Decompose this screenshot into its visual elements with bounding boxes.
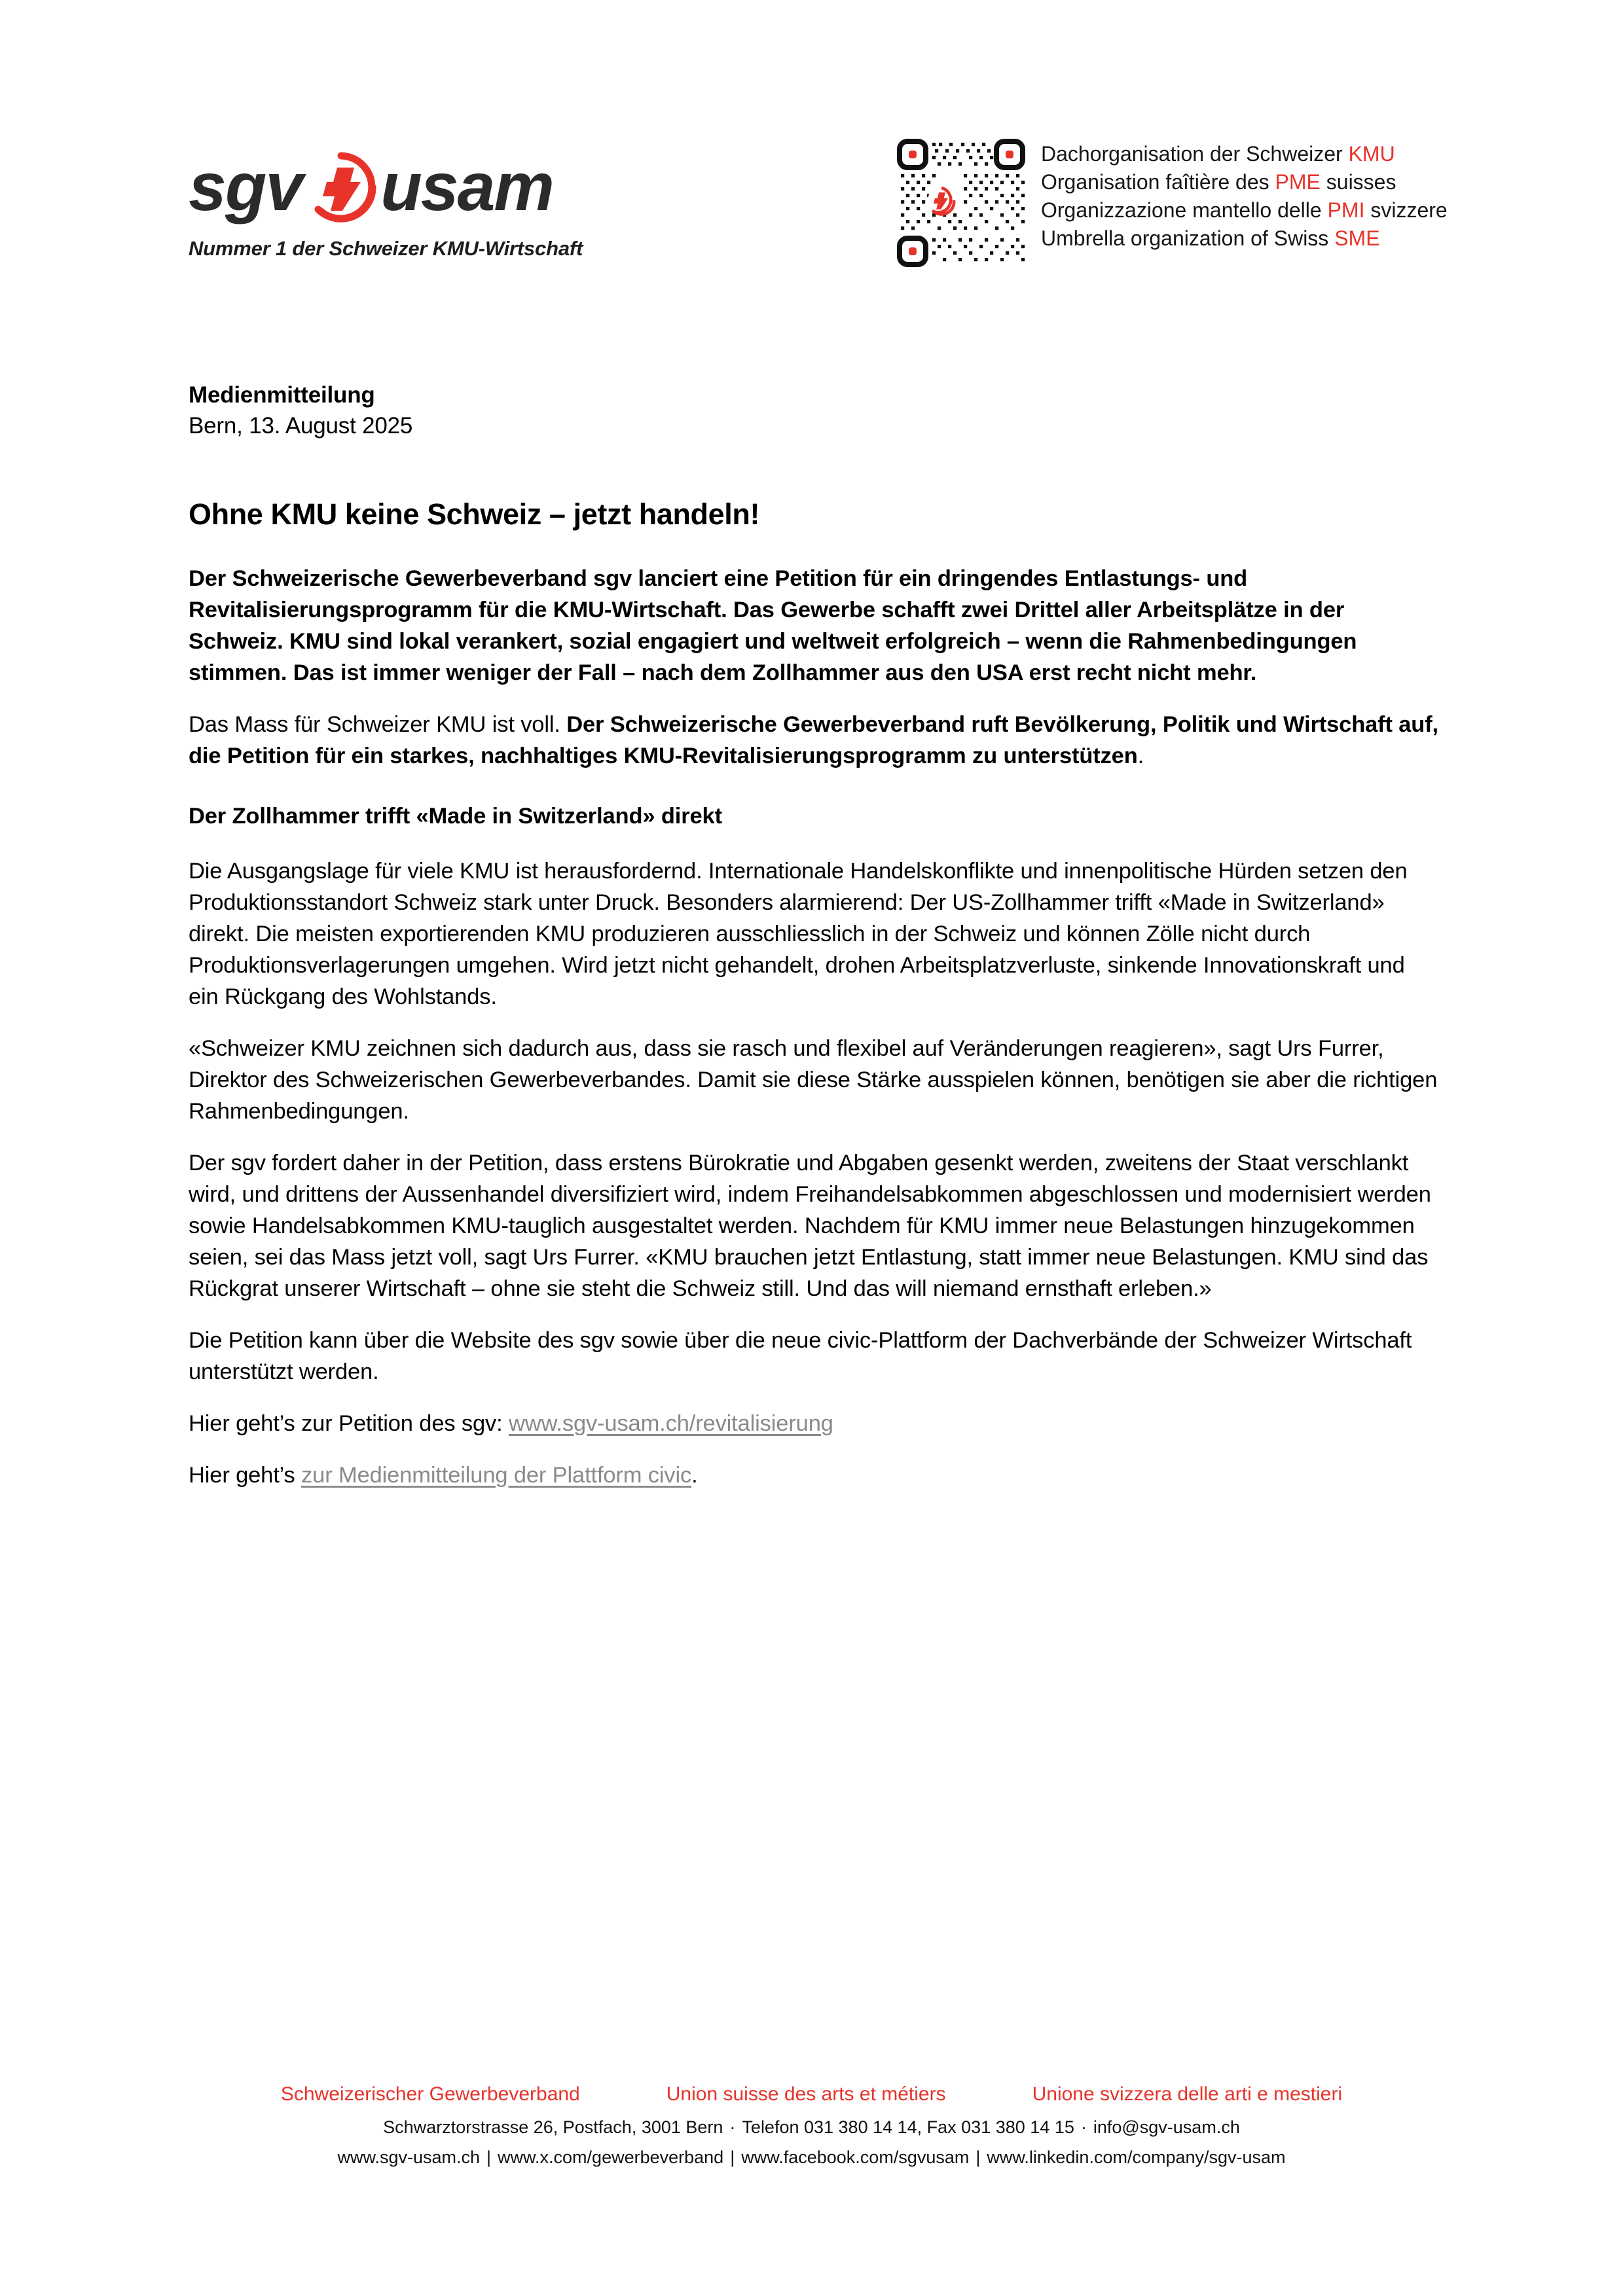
sgv-swiss-cross-circle-logo-icon bbox=[304, 151, 378, 224]
platform-paragraph: Die Petition kann über die Website des sgv sowie über die neue civic-Plattform der Dachverbände der Schweizer Wirtschaft unterstützt werden. bbox=[189, 1328, 1412, 1384]
lang-en-accent: SME bbox=[1334, 226, 1380, 250]
footer-org-de: Schweizerischer Gewerbeverband bbox=[280, 2083, 580, 2105]
civic-media-release-link[interactable]: zur Medienmitteilung der Plattform civic bbox=[301, 1463, 692, 1488]
quote-paragraph: «Schweizer KMU zeichnen sich dadurch aus, dass sie rasch und flexibel auf Veränderungen reagieren», sagt Urs Furrer, Direktor des Schweizerischen Gewerbeverbandes. Damit sie diese Stärke ausspielen können, benötigen sie aber die richtigen Rahmenbedingungen. bbox=[189, 1036, 1438, 1124]
demands-paragraph: Der sgv fordert daher in der Petition, dass erstens Bürokratie und Abgaben gesenkt werden, zweitens der Staat verschlankt wird, und drittens der Aussenhandel diversifiziert wird, indem Freihandelsabkommen abgeschlossen und modernisiert werden sowie Handelsabkommen KMU-tauglich ausgestaltet werden. Nachdem für KMU immer neue Belastungen hinzugekommen seien, sei das Mass jetzt voll, sagt Urs Furrer. «KMU brauchen jetzt Entlastung, statt immer neue Belastungen. KMU sind das Rückgrat unserer Wirtschaft – ohne sie steht die Schweiz still. Und das will niemand ernsthaft erleben.» bbox=[189, 1151, 1431, 1301]
lang-line-en bbox=[1041, 224, 1448, 253]
footer-org-it: Unione svizzera delle arti e mestieri bbox=[1032, 2083, 1343, 2105]
call-to-action-paragraph bbox=[189, 709, 1440, 772]
footer-link-separator-3: | bbox=[976, 2147, 981, 2167]
logo-text-sgv: sgv bbox=[189, 149, 302, 225]
civic-link-prefix: Hier geht’s bbox=[189, 1463, 302, 1488]
footer-email[interactable]: info@sgv-usam.ch bbox=[1093, 2117, 1240, 2137]
page-title: Ohne KMU keine Schweiz – jetzt handeln! bbox=[189, 497, 760, 531]
document-body bbox=[189, 380, 1440, 1491]
dateline: Bern, 13. August 2025 bbox=[189, 413, 413, 439]
call-intro-text: Das Mass für Schweizer KMU ist voll. bbox=[189, 712, 567, 737]
footer-link-facebook[interactable]: www.facebook.com/sgvusam bbox=[741, 2147, 970, 2167]
lang-it-prefix: Organizzazione mantello delle bbox=[1041, 198, 1328, 222]
lang-fr-suffix: suisses bbox=[1320, 170, 1396, 194]
petition-link[interactable]: www.sgv-usam.ch/revitalisierung bbox=[509, 1411, 833, 1436]
footer-phone: Telefon 031 380 14 14, Fax 031 380 14 15 bbox=[742, 2117, 1074, 2137]
lang-de-accent: KMU bbox=[1348, 142, 1395, 166]
lang-line-it bbox=[1041, 196, 1448, 224]
call-bold-text: Der Schweizerische Gewerbeverband ruft Bevölkerung, Politik und Wirtschaft auf, die Petition für ein starkes, nachhaltiges KMU-Revitalisierungsprogramm zu unterstützen bbox=[189, 712, 1438, 768]
lang-fr-prefix: Organisation faîtière des bbox=[1041, 170, 1275, 194]
section-subheading: Der Zollhammer trifft «Made in Switzerland» direkt bbox=[189, 804, 722, 829]
document-footer bbox=[0, 2081, 1623, 2172]
civic-link-suffix: . bbox=[691, 1463, 698, 1488]
petition-link-paragraph bbox=[189, 1408, 1440, 1439]
footer-link-linkedin[interactable]: www.linkedin.com/company/sgv-usam bbox=[987, 2147, 1286, 2167]
lang-line-fr bbox=[1041, 168, 1448, 196]
call-end-text: . bbox=[1137, 744, 1144, 768]
footer-link-separator-2: | bbox=[730, 2147, 735, 2167]
logo-tagline: Nummer 1 der Schweizer KMU-Wirtschaft bbox=[189, 237, 583, 260]
footer-links-line bbox=[0, 2143, 1623, 2172]
organization-language-list bbox=[1041, 137, 1448, 253]
lang-de-prefix: Dachorganisation der Schweizer bbox=[1041, 142, 1349, 166]
logo-wordmark bbox=[189, 144, 594, 230]
lang-fr-accent: PME bbox=[1275, 170, 1321, 194]
footer-contact-line bbox=[0, 2113, 1623, 2142]
footer-organization-names bbox=[0, 2081, 1623, 2108]
footer-link-website[interactable]: www.sgv-usam.ch bbox=[337, 2147, 481, 2167]
footer-separator-2: · bbox=[1080, 2117, 1087, 2137]
lang-it-suffix: svizzere bbox=[1364, 198, 1448, 222]
footer-address: Schwarztorstrasse 26, Postfach, 3001 Bern bbox=[383, 2117, 723, 2137]
sgv-usam-logo bbox=[189, 144, 594, 260]
footer-separator-1: · bbox=[729, 2117, 736, 2137]
lang-it-accent: PMI bbox=[1327, 198, 1365, 222]
qr-code[interactable] bbox=[896, 137, 1027, 268]
logo-text-usam: usam bbox=[380, 149, 553, 225]
footer-link-x[interactable]: www.x.com/gewerbeverband bbox=[498, 2147, 724, 2167]
footer-link-separator-1: | bbox=[486, 2147, 492, 2167]
petition-link-prefix: Hier geht’s zur Petition des sgv: bbox=[189, 1411, 509, 1436]
lang-en-prefix: Umbrella organization of Swiss bbox=[1041, 226, 1335, 250]
organization-identity-block bbox=[896, 137, 1448, 268]
civic-link-paragraph bbox=[189, 1460, 1440, 1491]
lang-line-de bbox=[1041, 140, 1448, 168]
document-type-label: Medienmitteilung bbox=[189, 382, 375, 408]
document-header bbox=[0, 137, 1623, 308]
footer-org-fr: Union suisse des arts et métiers bbox=[666, 2083, 946, 2105]
lead-paragraph: Der Schweizerische Gewerbeverband sgv lanciert eine Petition für ein dringendes Entlastungs- und Revitalisierungsprogramm für die KMU-Wirtschaft. Das Gewerbe schafft zwei Drittel aller Arbeitsplätze in der Schweiz. KMU sind lokal verankert, sozial engagiert und weltweit erfolgreich – wenn die Rahmenbedingungen stimmen. Das ist immer weniger der Fall – nach dem Zollhammer aus den USA erst recht nicht mehr. bbox=[189, 566, 1357, 685]
situation-paragraph: Die Ausgangslage für viele KMU ist herausfordernd. Internationale Handelskonflikte und innenpolitische Hürden setzen den Produktionsstandort Schweiz stark unter Druck. Besonders alarmierend: Der US-Zollhammer trifft «Made in Switzerland» direkt. Die meisten exportierenden KMU produzieren ausschliesslich in der Schweiz und können Zölle nicht durch Produktionsverlagerungen umgehen. Wird jetzt nicht gehandelt, drohen Arbeitsplatzverluste, sinkende Innovationskraft und ein Rückgang des Wohlstands. bbox=[189, 859, 1408, 1009]
